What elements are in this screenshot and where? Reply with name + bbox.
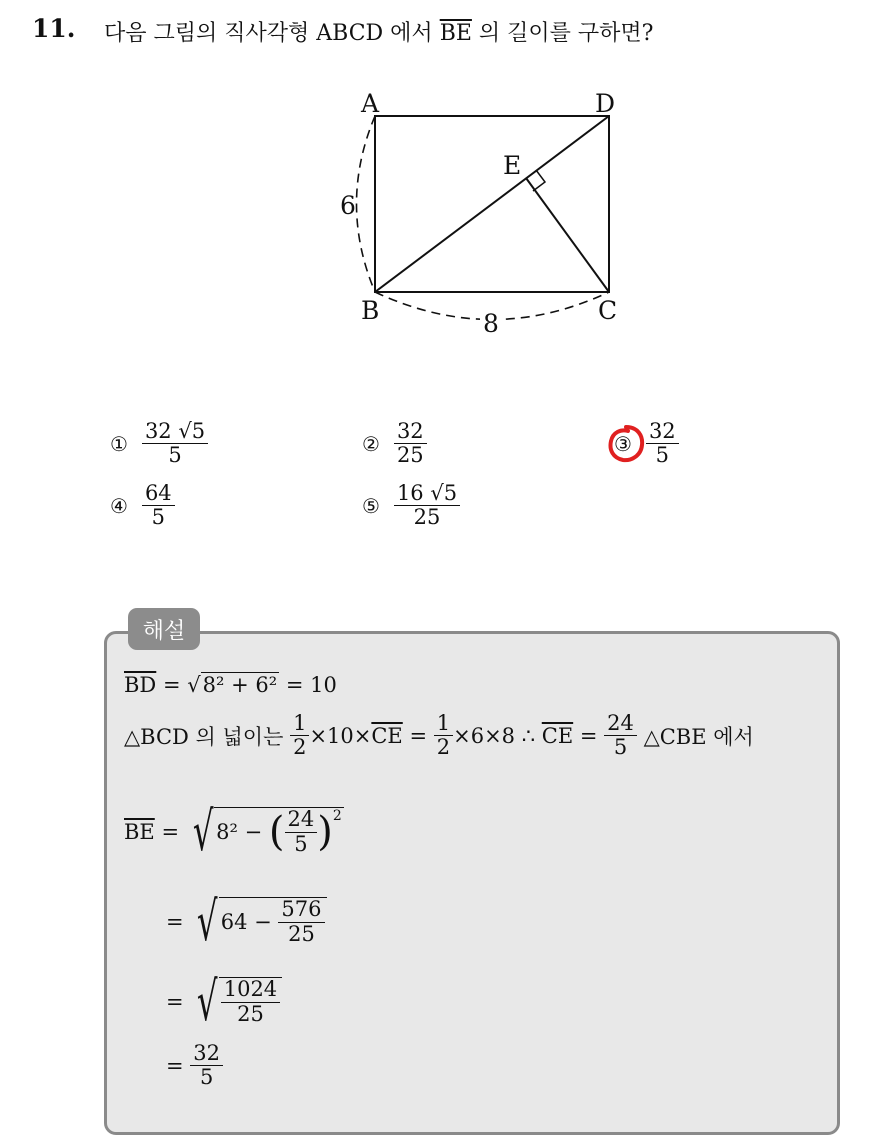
selected-circle-icon (605, 423, 647, 465)
question-text (104, 16, 653, 47)
choice-mark: ④ (110, 493, 128, 518)
choice-mark-selected: ③ (614, 432, 632, 456)
question-number: 11. (32, 14, 76, 43)
segment-ce (526, 178, 609, 292)
label-d: D (595, 89, 616, 118)
rectangle-figure (330, 85, 650, 340)
choice-mark: ① (110, 431, 128, 456)
solution-tag: 해설 (128, 608, 200, 650)
choice-5[interactable] (362, 482, 460, 529)
solution-line-2: △BCD 의 넓이는 $\frac{1}{2}$ ×10× $\overline{CE}$ = $\frac{1}{2}$ ×6×8 ∴ $\overline{CE}$ = $\frac{24}{5}$ △CBE 에서 (124, 711, 754, 760)
choice-fraction: $\frac{32}{25}$ (394, 420, 427, 467)
solution-line-1: $\overline{BD}$ = √ 8² + 6² = 10 (124, 672, 337, 697)
label-a: A (361, 89, 380, 118)
choice-fraction: $\frac{32}{5}$ (646, 420, 679, 467)
choice-4[interactable] (110, 482, 175, 529)
choice-1[interactable] (110, 420, 208, 467)
side-label-left: 6 (340, 191, 356, 220)
choice-3[interactable] (614, 420, 679, 467)
choice-fraction: $\frac{64}{5}$ (142, 482, 175, 529)
label-e: E (503, 151, 522, 180)
choice-fraction: $\frac{16 √5}{25}$ (394, 482, 460, 529)
arc-left (357, 116, 376, 292)
choice-2[interactable] (362, 420, 427, 467)
question-text-after: 의 길이를 구하면? (478, 21, 654, 46)
right-angle-mark (533, 170, 545, 191)
label-b: B (361, 296, 380, 325)
choice-mark: ⑤ (362, 493, 380, 518)
solution-line-6: = $\frac{32}{5}$ (166, 1042, 223, 1089)
segment-be: $\overline{BE}$ (439, 21, 472, 46)
side-label-bottom: 8 (483, 309, 499, 338)
diagonal-bd (375, 116, 609, 292)
choice-fraction: $\frac{32 √5}{5}$ (142, 420, 208, 467)
choice-mark: ② (362, 431, 380, 456)
solution-line-3: $\overline{BE}$ = √ 8² − ( $\frac{24}{5}$ ) $^2$ (124, 800, 342, 863)
solution-line-5: = √ $\frac{1024}{25}$ (166, 970, 282, 1033)
label-c: C (598, 296, 618, 325)
question-text-before: 다음 그림의 직사각형 ABCD 에서 (104, 21, 433, 46)
solution-line-4: = √ 64 − $\frac{576}{25}$ (166, 890, 327, 953)
